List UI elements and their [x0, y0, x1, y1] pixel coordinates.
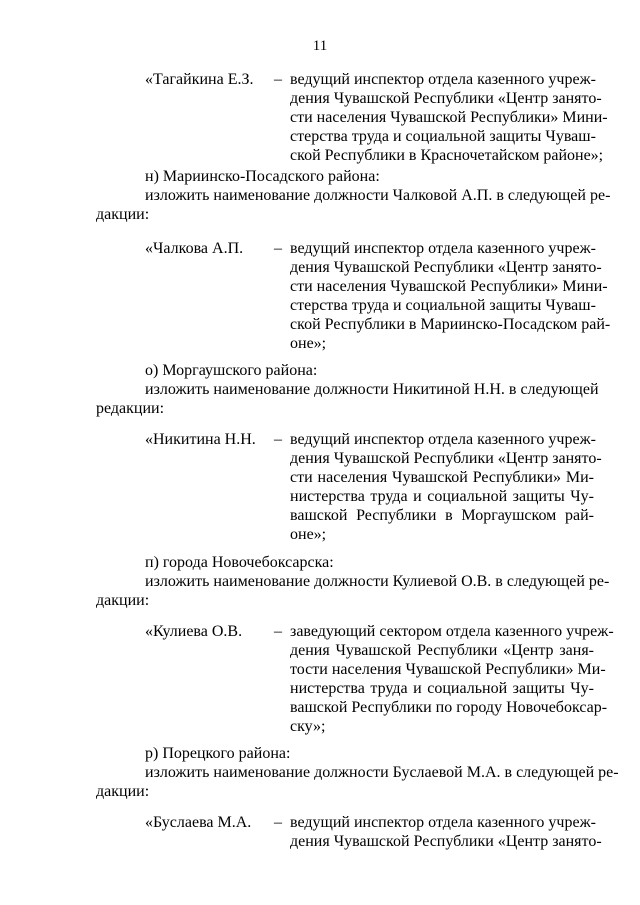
- entry-text-line: сти населения Чувашской Республики» Мини-: [290, 278, 608, 295]
- section-heading-n: н) Мариинско-Посадского района:: [145, 168, 380, 185]
- entry-text-line: вашской Республики в Моргаушском рай-: [290, 507, 594, 524]
- entry-text-line: дения Чувашской Республики «Центр заня-: [290, 642, 594, 659]
- entry-dash: –: [274, 431, 282, 448]
- entry-name-tagaikina: «Тагайкина Е.З.: [145, 71, 254, 88]
- section-instruction-line: дакции:: [96, 783, 150, 800]
- entry-name-buslaeva: «Буслаева М.А.: [145, 814, 252, 831]
- entry-text-line: дения Чувашской Республики «Центр занято-: [290, 450, 602, 467]
- section-instruction-line: изложить наименование должности Чалковой А.П. в следующей ре-: [145, 187, 611, 204]
- entry-text-line: стерства труда и социальной защиты Чуваш-: [290, 297, 596, 314]
- entry-text-line: дения Чувашской Республики «Центр занято-: [290, 259, 602, 276]
- entry-text-line: дения Чувашской Республики «Центр занято-: [290, 90, 602, 107]
- entry-name-nikitina: «Никитина Н.Н.: [145, 431, 256, 448]
- entry-text-line: ской Республики в Мариинско-Посадском рай-: [290, 316, 611, 333]
- section-instruction-line: изложить наименование должности Буслаевой М.А. в следующей ре-: [145, 764, 619, 781]
- entry-text-line: ведущий инспектор отдела казенного учреж-: [290, 814, 596, 831]
- entry-text-line: заведующий сектором отдела казенного учреж-: [290, 623, 614, 640]
- section-instruction-line: дакции:: [96, 592, 150, 609]
- entry-text-line: оне»;: [290, 335, 327, 352]
- entry-dash: –: [274, 814, 282, 831]
- entry-text-line: ску»;: [290, 718, 326, 735]
- entry-dash: –: [274, 623, 282, 640]
- section-instruction-line: редакции:: [96, 400, 165, 417]
- entry-text-line: ведущий инспектор отдела казенного учреж-: [290, 71, 596, 88]
- entry-name-kulieva: «Кулиева О.В.: [145, 623, 243, 640]
- entry-text-line: ведущий инспектор отдела казенного учреж-: [290, 240, 596, 257]
- entry-text-line: дения Чувашской Республики «Центр занято-: [290, 833, 602, 850]
- entry-text-line: тости населения Чувашской Республики» Ми-: [290, 661, 606, 678]
- entry-text-line: сти населения Чувашской Республики» Мини-: [290, 109, 608, 126]
- section-instruction-line: дакции:: [96, 206, 150, 223]
- entry-text-line: вашской Республики по городу Новочебоксар-: [290, 699, 608, 716]
- entry-text-line: оне»;: [290, 526, 327, 543]
- entry-text-line: стерства труда и социальной защиты Чуваш-: [290, 128, 596, 145]
- entry-text-line: сти населения Чувашской Республики» Ми-: [290, 469, 594, 486]
- entry-text-line: ведущий инспектор отдела казенного учреж-: [290, 431, 596, 448]
- section-instruction-line: изложить наименование должности Никитиной Н.Н. в следующей: [145, 381, 599, 398]
- section-heading-p: п) города Новочебоксарска:: [145, 554, 334, 571]
- page-number: 11: [312, 38, 328, 54]
- entry-text-line: ской Республики в Красночетайском районе»;: [290, 147, 604, 164]
- entry-text-line: нистерства труда и социальной защиты Чу-: [290, 488, 594, 505]
- section-heading-r: р) Порецкого района:: [145, 745, 291, 762]
- section-instruction-line: изложить наименование должности Кулиевой О.В. в следующей ре-: [145, 573, 610, 590]
- section-heading-o: о) Моргаушского района:: [145, 362, 318, 379]
- entry-name-chalkova: «Чалкова А.П.: [145, 240, 244, 257]
- entry-dash: –: [274, 71, 282, 88]
- entry-dash: –: [274, 240, 282, 257]
- entry-text-line: нистерства труда и социальной защиты Чу-: [290, 680, 594, 697]
